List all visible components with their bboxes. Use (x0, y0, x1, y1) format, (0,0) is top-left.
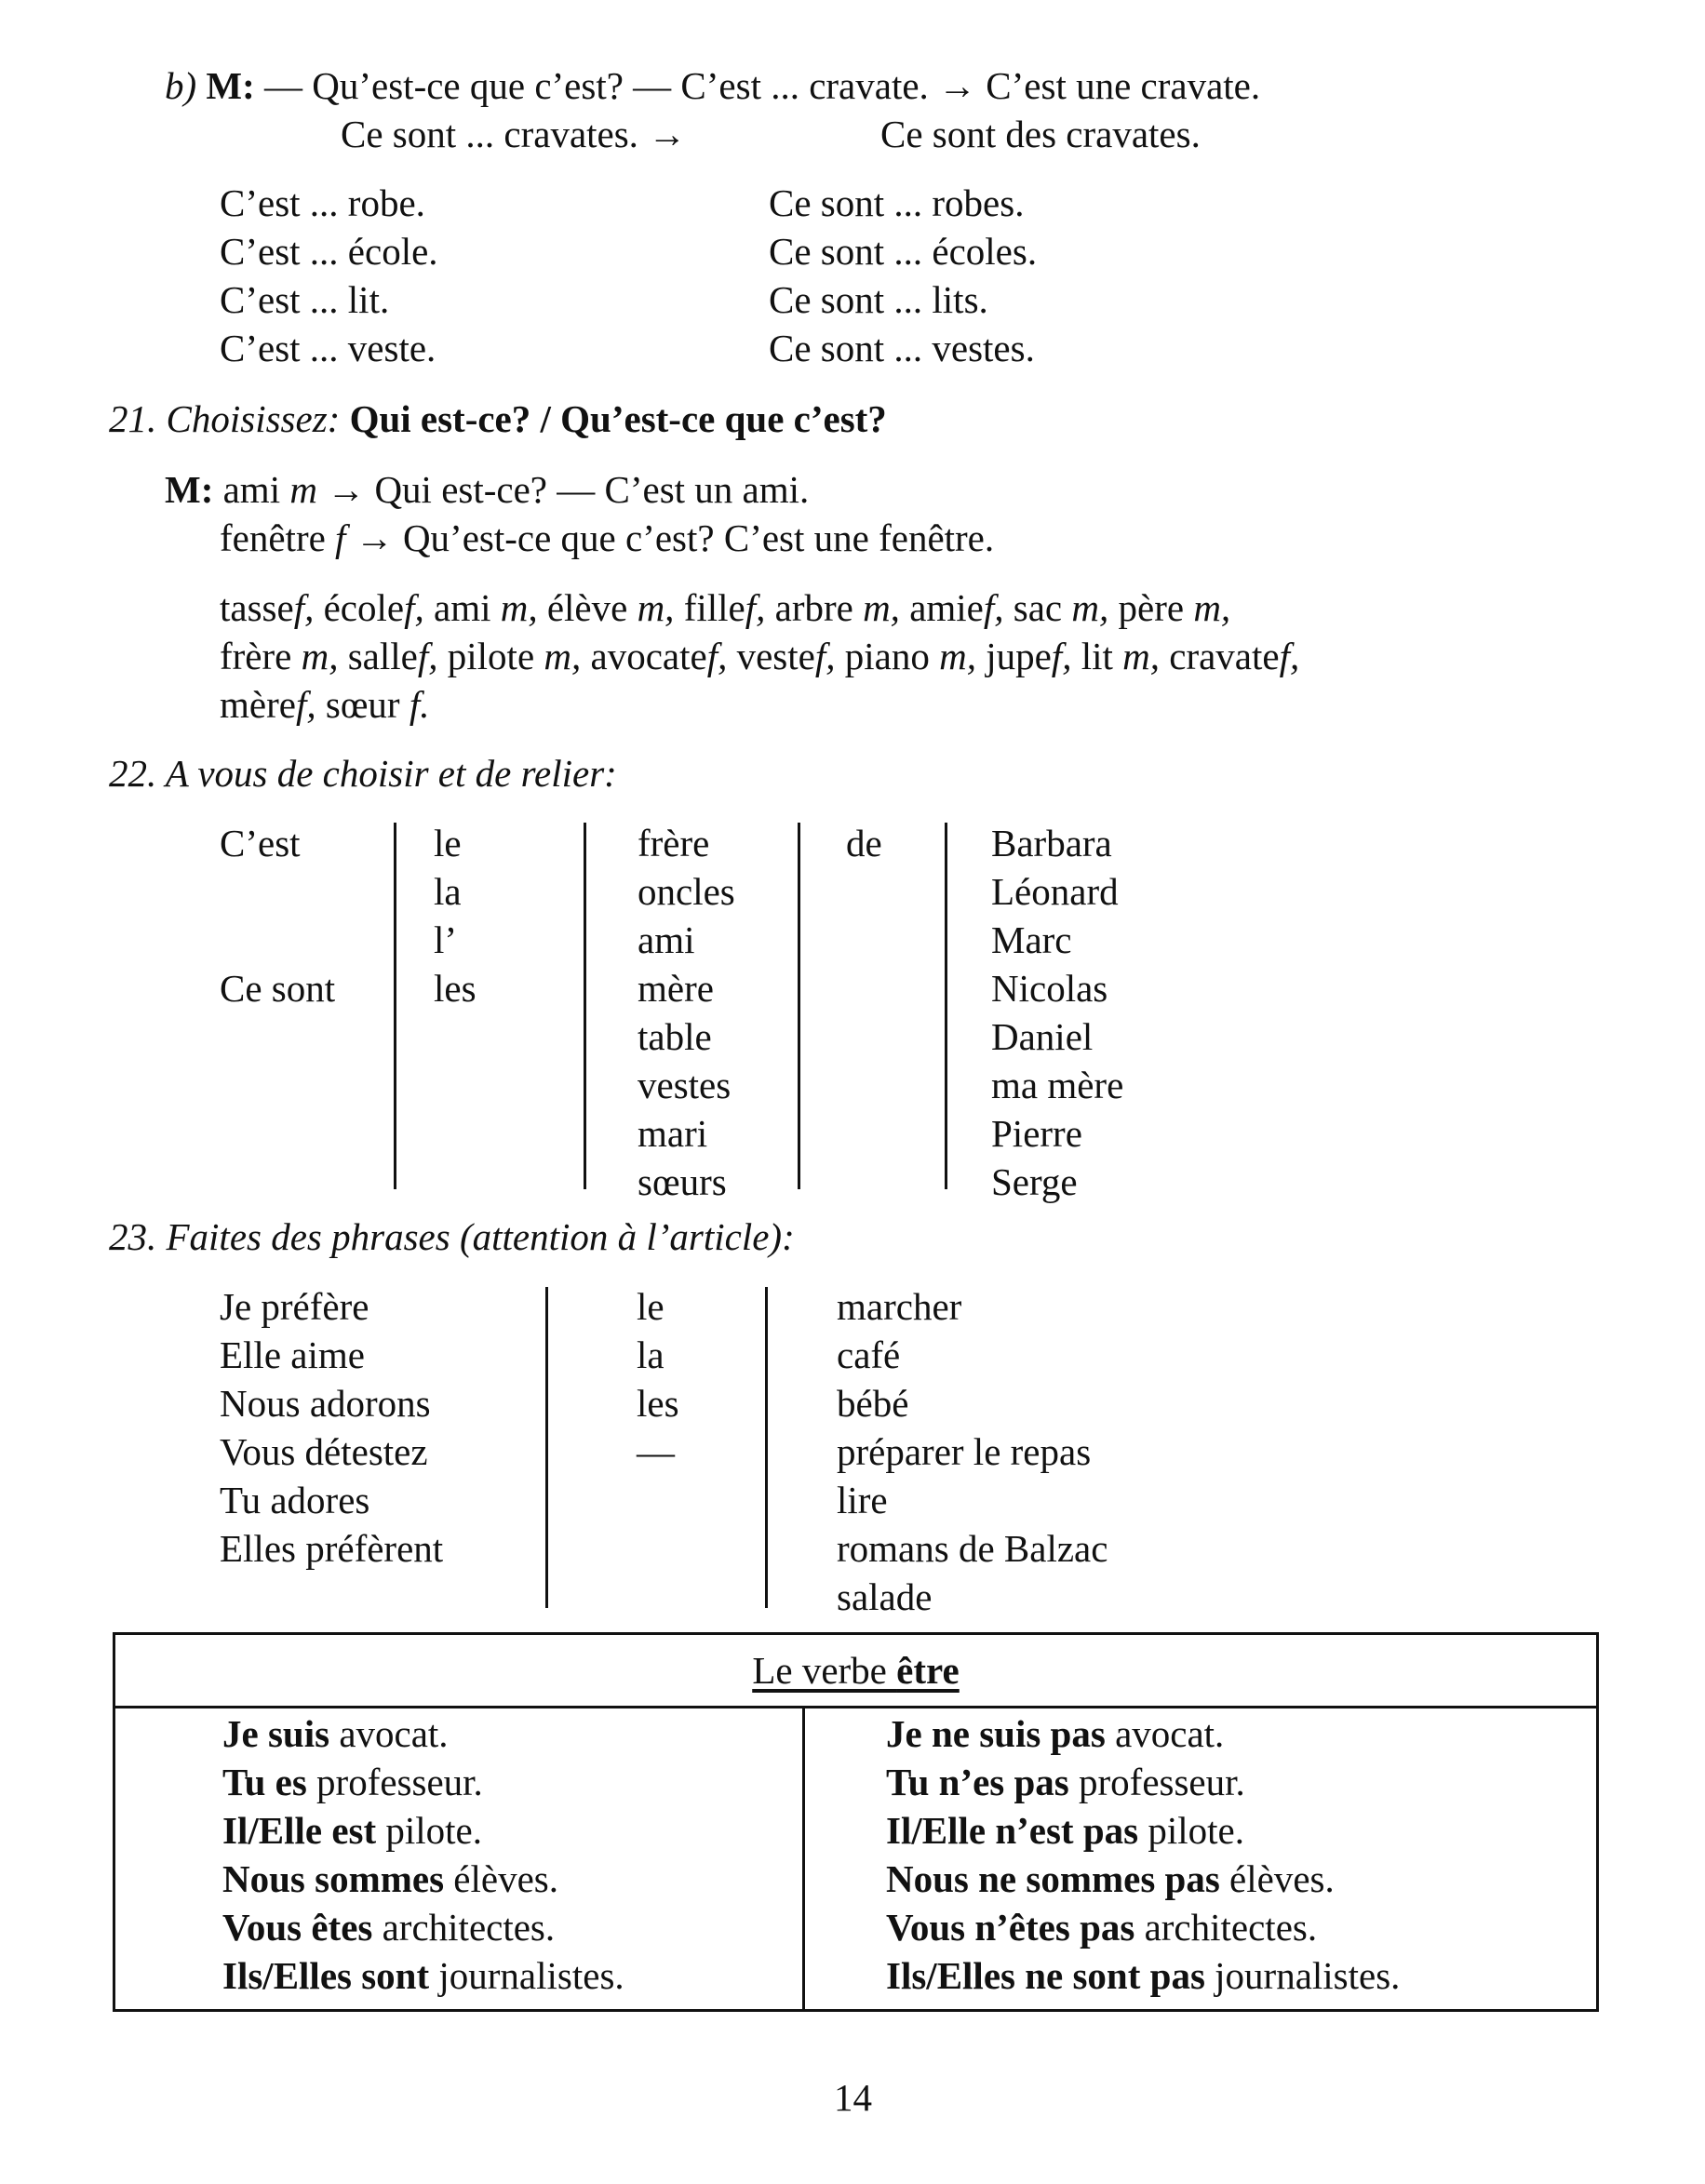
conjugation-row: Il/Elle est pilote. (222, 1809, 482, 1852)
conjugation-row: Je suis avocat. (222, 1712, 449, 1755)
column-divider (394, 823, 396, 1189)
ex23-articles (637, 1282, 679, 1476)
column-divider (545, 1287, 548, 1608)
ex20b-model-line-1: b) M: — Qu’est-ce que c’est? — C’est ... cravate. → C’est une cravate. (165, 64, 1261, 107)
list-item: Barbara (991, 822, 1112, 864)
conjugation-row: Nous ne sommes pas élèves. (886, 1857, 1335, 1900)
list-item: salade (837, 1575, 933, 1618)
ex20b-model-line-2b: Ce sont des cravates. (880, 113, 1201, 155)
grammar-negative (886, 1709, 1400, 2000)
list-item: Nous adorons (220, 1382, 431, 1425)
list-item: C’est ... lit. (220, 278, 390, 321)
list-item: café (837, 1333, 901, 1376)
list-item: oncles (638, 870, 735, 913)
arrow-right-icon: → (355, 516, 394, 559)
list-item: mari (638, 1112, 708, 1155)
list-item: — (637, 1430, 675, 1473)
list-item: Elle aime (220, 1333, 365, 1376)
list-item: Marc (991, 918, 1072, 961)
list-item: Ce sont ... écoles. (769, 230, 1038, 273)
list-item: la (637, 1333, 665, 1376)
list-item: ami (638, 918, 695, 961)
arrow-right-icon: → (938, 64, 977, 107)
list-item: mère (638, 967, 714, 1010)
conjugation-row: Il/Elle n’est pas pilote. (886, 1809, 1244, 1852)
ex21-model-2: fenêtre f → Qu’est-ce que c’est? C’est une fenêtre. (220, 516, 995, 559)
conjugation-row: Vous êtes architectes. (222, 1906, 556, 1949)
list-item: Ce sont ... robes. (769, 181, 1025, 224)
conjugation-row: Tu es professeur. (222, 1761, 483, 1803)
conjugation-row: Ils/Elles sont journalistes. (222, 1954, 624, 1997)
list-item: Pierre (991, 1112, 1082, 1155)
ex23-heading: 23. Faites des phrases (attention à l’article): (109, 1215, 795, 1258)
list-item: Elles préfèrent (220, 1527, 444, 1570)
list-item: Daniel (991, 1015, 1094, 1058)
list-item: Ce sont ... lits. (769, 278, 988, 321)
list-item: Nicolas (991, 967, 1108, 1010)
list-item: Vous détestez (220, 1430, 428, 1473)
ex21-model-1: M: ami m → Qui est-ce? — C’est un ami. (165, 468, 810, 511)
ex20b-right-list (769, 179, 1037, 372)
list-item: Je préfère (220, 1285, 369, 1328)
ex20b-model-line-2a: Ce sont ... cravates. → (341, 113, 687, 155)
conjugation-row: Ils/Elles ne sont pas journalistes. (886, 1954, 1401, 1997)
conjugation-row: Nous sommes élèves. (222, 1857, 558, 1900)
list-item: Tu adores (220, 1479, 370, 1521)
list-item: frère (638, 822, 710, 864)
column-divider (765, 1287, 768, 1608)
conjugation-row: Tu n’es pas professeur. (886, 1761, 1245, 1803)
ex21-words-line-1: tassef, écolef, ami m, élève m, fillef, arbre m, amief, sac m, père m, (220, 586, 1231, 629)
list-item: lire (837, 1479, 888, 1521)
list-item: romans de Balzac (837, 1527, 1108, 1570)
list-item: C’est ... veste. (220, 327, 436, 369)
column-divider (798, 823, 800, 1189)
list-item: préparer le repas (837, 1430, 1092, 1473)
ex21-words-line-2: frère m, sallef, pilote m, avocatef, vestef, piano m, jupef, lit m, cravatef, (220, 635, 1300, 677)
arrow-right-icon: → (648, 113, 687, 155)
list-item: table (638, 1015, 712, 1058)
ex23-complements (837, 1282, 1108, 1621)
list-item: C’est ... école. (220, 230, 438, 273)
ex23-subjects (220, 1282, 443, 1573)
ex22-articles (434, 819, 477, 1012)
column-divider (802, 1706, 805, 2009)
arrow-right-icon: → (327, 468, 366, 511)
list-item: bébé (837, 1382, 909, 1425)
list-item: le (434, 822, 462, 864)
grammar-title: Le verbe être (115, 1635, 1596, 1708)
list-item: Ce sont ... vestes. (769, 327, 1035, 369)
list-item: les (637, 1382, 679, 1425)
page-number: 14 (834, 2076, 872, 2119)
ex22-heading: 22. A vous de choisir et de relier: (109, 752, 617, 795)
list-item: la (434, 870, 462, 913)
list-item: les (434, 967, 477, 1010)
conjugation-row: Vous n’êtes pas architectes. (886, 1906, 1318, 1949)
column-divider (584, 823, 586, 1189)
list-item: C’est ... robe. (220, 181, 425, 224)
grammar-box (113, 1632, 1599, 2012)
ex22-names (991, 819, 1123, 1206)
list-item: ma mère (991, 1064, 1124, 1106)
list-item: le (637, 1285, 665, 1328)
ex21-words-line-3: mèref, sœur f. (220, 683, 430, 726)
list-item: vestes (638, 1064, 732, 1106)
ex22-subject-cesont: Ce sont (220, 967, 336, 1010)
ex22-subject-cest: C’est (220, 822, 301, 864)
list-item: l’ (434, 918, 458, 961)
list-item: marcher (837, 1285, 962, 1328)
list-item: sœurs (638, 1160, 727, 1203)
ex21-heading: 21. Choisissez: Qui est-ce? / Qu’est-ce que c’est? (109, 397, 887, 440)
conjugation-row: Je ne suis pas avocat. (886, 1712, 1225, 1755)
ex20b-left-list (220, 179, 438, 372)
list-item: Léonard (991, 870, 1119, 913)
ex22-nouns (638, 819, 735, 1206)
grammar-affirmative (222, 1709, 624, 2000)
list-item: Serge (991, 1160, 1078, 1203)
ex22-preposition: de (846, 822, 882, 864)
column-divider (945, 823, 947, 1189)
